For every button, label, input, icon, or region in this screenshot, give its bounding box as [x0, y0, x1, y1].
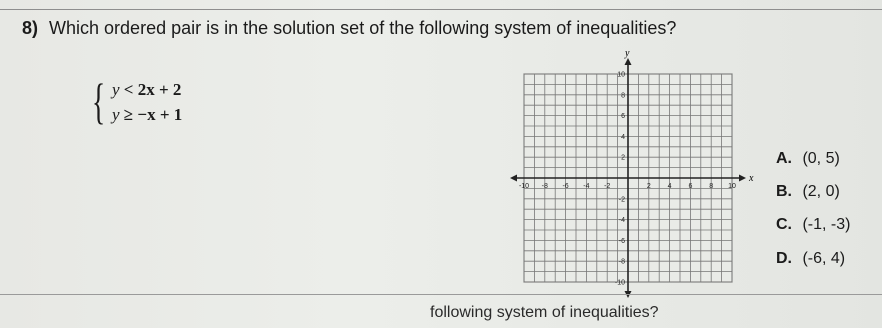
y-axis-arrow-up [625, 58, 632, 65]
question-prompt [22, 18, 676, 39]
system-brace: { [92, 73, 106, 129]
x-tick-label: -2 [604, 183, 611, 190]
top-divider [0, 9, 882, 10]
question-text: Which ordered pair is in the solution set of the following system of inequalities? [49, 18, 677, 38]
bottom-divider [0, 294, 882, 295]
x-tick-label: 6 [688, 183, 693, 190]
inequality-1-lhs: y [112, 80, 120, 99]
inequality-1-operator: < [123, 80, 134, 99]
inequality-2-lhs: y [112, 105, 120, 124]
choice-b-letter: B. [776, 183, 792, 200]
choice-a[interactable] [776, 150, 840, 168]
inequality-2 [112, 105, 182, 125]
x-tick-label: 2 [646, 183, 651, 190]
y-axis-label: y [625, 50, 630, 59]
x-tick-label: -10 [518, 183, 530, 190]
choice-c-letter: C. [776, 216, 792, 233]
choice-a-value: (0, 5) [802, 150, 840, 167]
x-axis-arrow-right [739, 175, 746, 182]
inequality-1 [112, 80, 181, 100]
y-tick-label: 2 [621, 154, 625, 162]
y-tick-label: -8 [618, 258, 625, 266]
y-tick-label: 8 [621, 92, 625, 100]
y-tick-label: 6 [621, 113, 625, 121]
x-tick-label: 4 [667, 183, 672, 190]
y-tick-label: 4 [621, 133, 625, 141]
choice-c-value: (-1, -3) [802, 216, 851, 233]
x-tick-label: 8 [709, 183, 714, 190]
inequality-2-operator: ≥ [123, 105, 134, 124]
y-tick-label: -6 [618, 237, 625, 245]
choice-a-letter: A. [776, 150, 792, 167]
x-tick-label: -6 [562, 183, 569, 190]
x-tick-label: -4 [583, 183, 590, 190]
x-tick-label: -8 [541, 183, 548, 190]
choice-c[interactable] [776, 216, 850, 234]
choice-d-letter: D. [776, 250, 792, 267]
choice-b[interactable] [776, 183, 840, 201]
question-number: 8) [22, 18, 39, 38]
x-axis-arrow-left [510, 175, 517, 182]
y-tick-label: -4 [618, 217, 625, 225]
choice-d[interactable] [776, 250, 845, 268]
y-tick-label: -2 [618, 196, 625, 204]
coordinate-grid [494, 50, 774, 302]
x-tick-label: 10 [728, 183, 736, 190]
choice-d-value: (-6, 4) [802, 250, 846, 267]
y-tick-label: -10 [614, 279, 625, 287]
x-axis-label: x [749, 173, 754, 184]
inequality-2-rhs: −x + 1 [137, 105, 183, 124]
inequality-1-rhs: 2x + 2 [137, 80, 182, 99]
next-question-fragment: following system of inequalities? [430, 304, 659, 321]
choice-b-value: (2, 0) [802, 183, 840, 200]
y-tick-label: 10 [617, 71, 625, 79]
